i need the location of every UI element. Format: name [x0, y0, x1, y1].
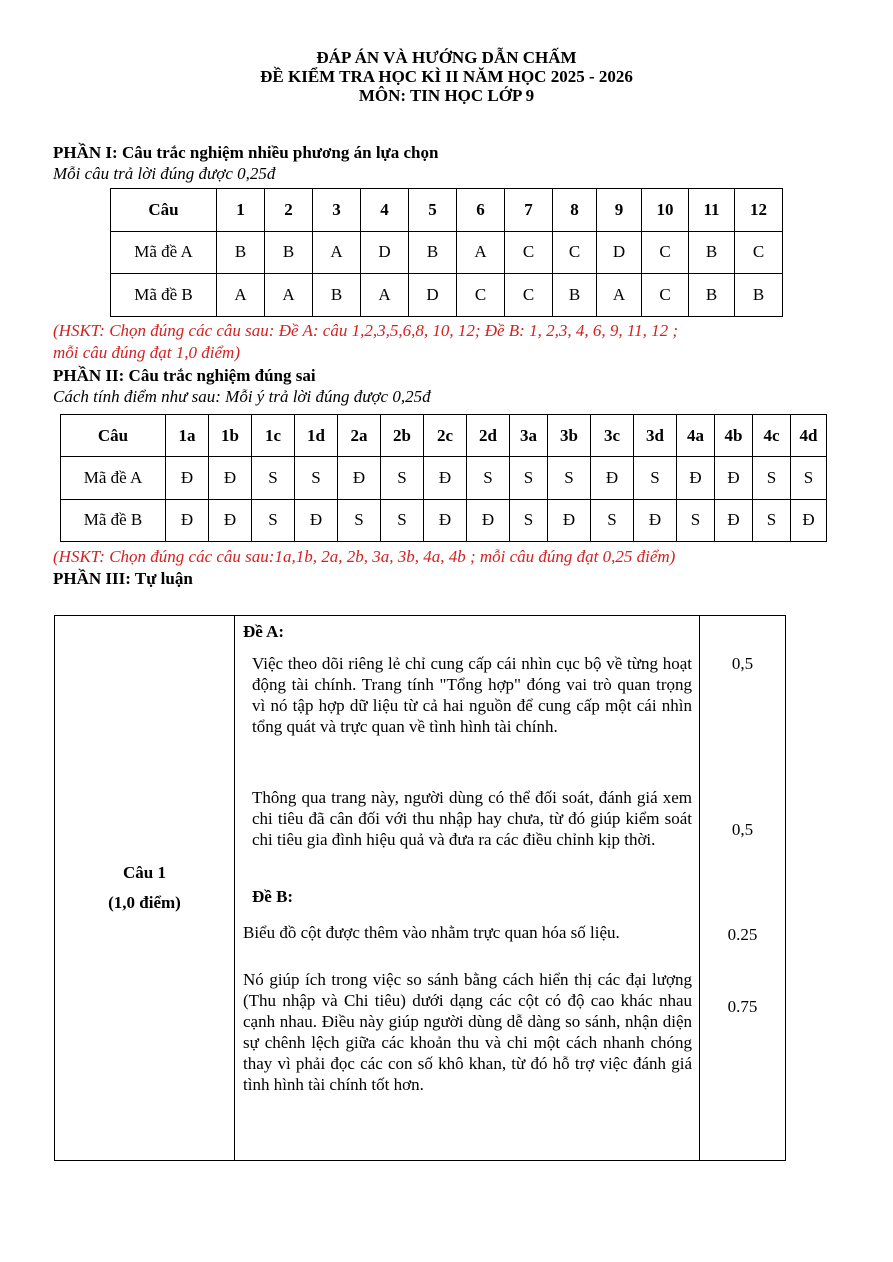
document-header — [0, 48, 893, 105]
answer-cell: B — [735, 274, 783, 317]
part1-hskt-line-1: (HSKT: Chọn đúng các câu sau: Đề A: câu 1,2,3,5,6,8, 10, 12; Đề B: 1, 2,3, 4, 6, 9, 11, 12 ; — [53, 321, 678, 340]
answer-cell: B — [689, 231, 735, 274]
answer-cell: B — [409, 231, 457, 274]
table-header-cell: 12 — [735, 189, 783, 232]
header-line-3: MÔN: TIN HỌC LỚP 9 — [358, 86, 535, 105]
answer-cell: A — [457, 231, 505, 274]
part2-answer-table — [60, 414, 827, 542]
table-header-cell: 3a — [510, 415, 548, 457]
answer-cell: S — [634, 457, 677, 499]
score-cell — [700, 616, 786, 1161]
answer-cell: S — [510, 499, 548, 541]
table-header-cell: 4d — [791, 415, 827, 457]
question-points: (1,0 điểm) — [108, 893, 181, 912]
table-row — [61, 499, 827, 541]
answer-cell: A — [265, 274, 313, 317]
table-header-cell: 1 — [217, 189, 265, 232]
table-row — [111, 231, 783, 274]
answer-cell: A — [313, 231, 361, 274]
row-label-cell: Mã đề A — [111, 231, 217, 274]
answer-cell: Đ — [715, 457, 753, 499]
answer-cell: S — [510, 457, 548, 499]
table-header-cell: 1c — [252, 415, 295, 457]
answer-cell: Đ — [591, 457, 634, 499]
de-b-heading: Đề B: — [252, 887, 294, 906]
answer-cell: S — [338, 499, 381, 541]
part2-heading: PHẦN II: Câu trắc nghiệm đúng sai — [53, 366, 316, 385]
answer-cell: D — [409, 274, 457, 317]
table-header-cell: 11 — [689, 189, 735, 232]
answer-cell: D — [361, 231, 409, 274]
answer-cell: C — [505, 274, 553, 317]
header-line-1: ĐÁP ÁN VÀ HƯỚNG DẪN CHẤM — [316, 48, 577, 67]
part1-note: Mỗi câu trả lời đúng được 0,25đ — [53, 164, 276, 183]
answer-cell: Đ — [424, 499, 467, 541]
de-a-heading: Đề A: — [243, 622, 285, 641]
answer-cell: Đ — [424, 457, 467, 499]
answer-cell: S — [252, 457, 295, 499]
table-row — [61, 457, 827, 499]
essay-table — [54, 615, 786, 1161]
answer-cell: C — [642, 274, 689, 317]
part1-hskt-line-2: mỗi câu đúng đạt 1,0 điểm) — [53, 343, 240, 362]
answer-cell: Đ — [209, 457, 252, 499]
de-a-score-1: 0,5 — [731, 654, 754, 673]
part1-heading: PHẦN I: Câu trắc nghiệm nhiều phương án lựa chọn — [53, 143, 439, 162]
part3-heading: PHẦN III: Tự luận — [53, 569, 193, 588]
part2-hskt: (HSKT: Chọn đúng các câu sau:1a,1b, 2a, 2b, 3a, 3b, 4a, 4b ; mỗi câu đúng đạt 0,25 điểm) — [53, 547, 676, 566]
table-header-cell: Câu — [111, 189, 217, 232]
table-header-cell: 2d — [467, 415, 510, 457]
answer-cell: S — [252, 499, 295, 541]
row-label-cell: Mã đề B — [111, 274, 217, 317]
table-header-cell: 4a — [677, 415, 715, 457]
row-label-cell: Mã đề A — [61, 457, 166, 499]
table-header-cell: 3b — [548, 415, 591, 457]
de-b-paragraph-2: Nó giúp ích trong việc so sánh bằng cách hiển thị các đại lượng (Thu nhập và Chi tiêu) dưới dạng các cột có độ cao khác nhau cạnh nhau. Điều này giúp người dùng dễ dàng so sánh, nhận diện sự chênh lệch giữa các khoản thu và chi một cách nhanh chóng thay vì phải đọc các con số khô khan, từ đó hỗ trợ việc đánh giá tình hình tài chính tốt hơn. — [243, 970, 692, 1094]
answer-cell: B — [313, 274, 361, 317]
answer-cell: A — [361, 274, 409, 317]
table-header-cell: 9 — [597, 189, 642, 232]
part1-answer-table — [110, 188, 783, 317]
answer-cell: Đ — [209, 499, 252, 541]
table-row — [111, 274, 783, 317]
answer-content-cell — [235, 616, 700, 1161]
de-a-paragraph-1: Việc theo dõi riêng lẻ chỉ cung cấp cái nhìn cục bộ về từng hoạt động tài chính. Trang tính "Tổng hợp" đóng vai trò quan trọng vì nó tập hợp dữ liệu từ cả hai nguồn để cung cấp một cái nhìn tổng quát và trực quan về tình hình tài chính. — [252, 654, 692, 736]
table-header-cell: 4c — [753, 415, 791, 457]
answer-cell: B — [689, 274, 735, 317]
answer-cell: A — [217, 274, 265, 317]
answer-cell: S — [753, 457, 791, 499]
table-header-cell: 2b — [381, 415, 424, 457]
answer-cell: C — [457, 274, 505, 317]
part2-note: Cách tính điểm như sau: Mỗi ý trả lời đúng được 0,25đ — [53, 387, 431, 406]
question-cell — [55, 616, 235, 1161]
table-header-cell: 3 — [313, 189, 361, 232]
answer-cell: C — [642, 231, 689, 274]
answer-cell: S — [381, 499, 424, 541]
answer-cell: S — [591, 499, 634, 541]
table-header-cell: 2c — [424, 415, 467, 457]
table-header-row — [61, 415, 827, 457]
table-header-cell: 1d — [295, 415, 338, 457]
answer-cell: S — [753, 499, 791, 541]
answer-cell: Đ — [677, 457, 715, 499]
answer-cell: A — [597, 274, 642, 317]
answer-cell: S — [295, 457, 338, 499]
answer-cell: Đ — [166, 499, 209, 541]
answer-cell: C — [505, 231, 553, 274]
answer-cell: B — [553, 274, 597, 317]
de-b-score-1: 0.25 — [727, 925, 758, 944]
table-header-cell: 8 — [553, 189, 597, 232]
answer-cell: S — [791, 457, 827, 499]
table-header-cell: 3c — [591, 415, 634, 457]
table-header-cell: 10 — [642, 189, 689, 232]
de-a-score-2: 0,5 — [731, 820, 754, 839]
table-header-cell: 7 — [505, 189, 553, 232]
table-header-cell: 6 — [457, 189, 505, 232]
answer-cell: Đ — [634, 499, 677, 541]
answer-cell: D — [597, 231, 642, 274]
table-header-cell: 5 — [409, 189, 457, 232]
table-header-cell: 3d — [634, 415, 677, 457]
de-b-score-2: 0.75 — [727, 997, 758, 1016]
answer-cell: Đ — [295, 499, 338, 541]
answer-cell: C — [735, 231, 783, 274]
answer-cell: B — [217, 231, 265, 274]
answer-cell: S — [381, 457, 424, 499]
answer-cell: Đ — [548, 499, 591, 541]
answer-cell: C — [553, 231, 597, 274]
de-a-paragraph-2: Thông qua trang này, người dùng có thể đối soát, đánh giá xem chi tiêu đã cân đối với thu nhập hay chưa, từ đó giúp kiểm soát chi tiêu gia đình hiệu quả và đưa ra các điều chỉnh kịp thời. — [252, 788, 692, 849]
table-header-cell: Câu — [61, 415, 166, 457]
answer-cell: Đ — [338, 457, 381, 499]
answer-cell: Đ — [166, 457, 209, 499]
answer-cell: S — [548, 457, 591, 499]
table-header-cell: 4 — [361, 189, 409, 232]
de-b-paragraph-1: Biểu đồ cột được thêm vào nhằm trực quan hóa số liệu. — [243, 923, 620, 942]
answer-cell: Đ — [791, 499, 827, 541]
table-header-cell: 4b — [715, 415, 753, 457]
answer-cell: Đ — [467, 499, 510, 541]
table-header-cell: 1b — [209, 415, 252, 457]
table-header-cell: 2a — [338, 415, 381, 457]
question-label: Câu 1 — [123, 863, 166, 882]
answer-cell: S — [467, 457, 510, 499]
row-label-cell: Mã đề B — [61, 499, 166, 541]
header-line-2: ĐỀ KIỂM TRA HỌC KÌ II NĂM HỌC 2025 - 2026 — [260, 67, 633, 86]
table-header-row — [111, 189, 783, 232]
table-header-cell: 2 — [265, 189, 313, 232]
table-header-cell: 1a — [166, 415, 209, 457]
answer-cell: B — [265, 231, 313, 274]
answer-cell: S — [677, 499, 715, 541]
answer-cell: Đ — [715, 499, 753, 541]
